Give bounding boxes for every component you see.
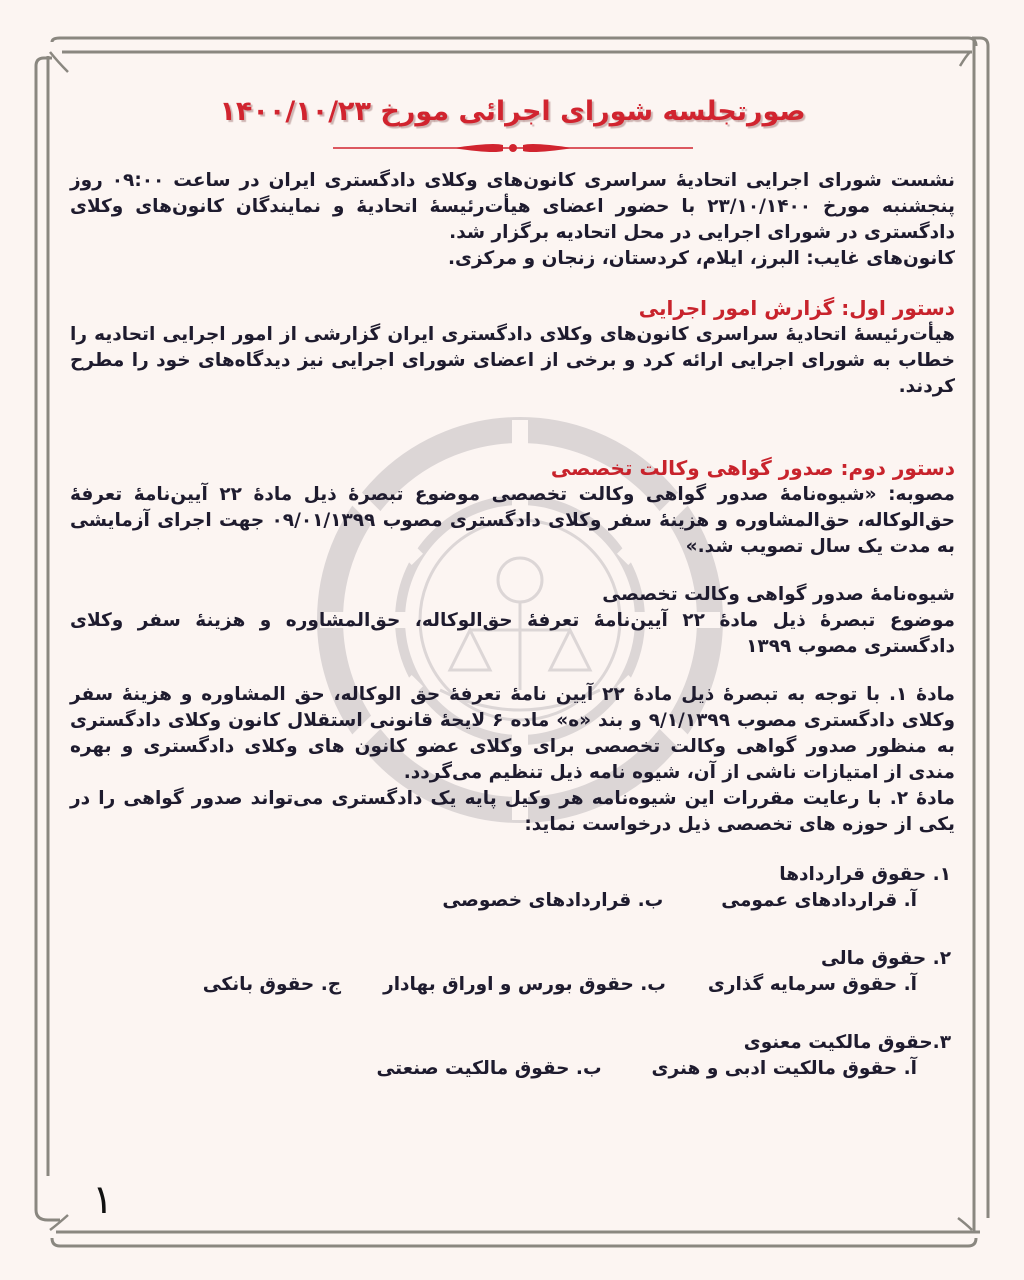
- document-page: [70, 90, 955, 1250]
- field-2-options: [70, 972, 955, 998]
- absent-councils: کانون‌های غایب: البرز، ایلام، کردستان، زنجان و مرکزی.: [448, 248, 955, 269]
- field-3-title: ۳.حقوق مالکیت معنوی: [743, 1032, 951, 1053]
- intro-section: [70, 168, 955, 272]
- field-2-title: ۲. حقوق مالی: [820, 948, 951, 969]
- agenda1-heading: دستور اول: گزارش امور اجرایی: [638, 296, 955, 320]
- field-3-option-a: آ. حقوق مالکیت ادبی و هنری: [651, 1058, 917, 1079]
- field-1-options: [70, 888, 955, 914]
- regulation-title: شیوه‌نامهٔ صدور گواهی وکالت تخصصی: [602, 584, 955, 605]
- field-1-option-a: آ. قراردادهای عمومی: [721, 890, 917, 911]
- article-2: مادهٔ ۲. با رعایت مقررات این شیوه‌نامه هر وکیل پایه یک دادگستری می‌تواند صدور گواهی را در یکی از حوزه های تخصصی ذیل درخواست نماید:: [70, 788, 955, 835]
- field-3-option-b: ب. حقوق مالکیت صنعتی: [376, 1058, 602, 1079]
- field-2-option-b: ب. حقوق بورس و اوراق بهادار: [383, 974, 666, 995]
- field-2-option-a: آ. حقوق سرمایه گذاری: [707, 974, 917, 995]
- field-2-option-c: ج. حقوق بانکی: [202, 974, 342, 995]
- article-1: مادهٔ ۱. با توجه به تبصرهٔ ذیل مادهٔ ۲۲ آیین نامهٔ تعرفهٔ حق الوکاله، حق المشاوره و هزینهٔ سفر وکلای دادگستری مصوب ۹/۱/۱۳۹۹ و بند «ه» ماده ۶ لایحهٔ قانونی استقلال کانون وکلای دادگستری به منظور صدور گواهی وکالت تخصصی برای وکلای عضو کانون های وکلای دادگستری و بهره مندی از امتیازات ناشی از آن، شیوه نامه ذیل تنظیم می‌گردد.: [70, 684, 956, 783]
- document-title: صورتجلسه شورای اجرائی مورخ ۱۴۰۰/۱۰/۲۳: [219, 96, 806, 127]
- agenda2-resolution: مصوبه: «شیوه‌نامهٔ صدور گواهی وکالت تخصصی موضوع تبصرهٔ ذیل مادهٔ ۲۲ آیین‌نامهٔ تعرفهٔ حق‌الوکاله، حق‌المشاوره و هزینهٔ سفر وکلای دادگستری مصوب ۰۹/۰۱/۱۳۹۹ جهت اجرای آزمایشی به مدت یک سال تصویب شد.»: [70, 484, 955, 557]
- field-3-options: [70, 1056, 955, 1082]
- field-1-option-b: ب. قراردادهای خصوصی: [442, 890, 664, 911]
- page-number: ۱: [92, 1177, 114, 1223]
- agenda1-body: هیأت‌رئیسهٔ اتحادیهٔ سراسری کانون‌های وکلای دادگستری ایران گزارشی از امور اجرایی اتحادیه را خطاب به شورای اجرایی ارائه کرد و برخی از اعضای شورای اجرایی نیز دیدگاه‌های خود را مطرح کردند.: [70, 324, 955, 397]
- intro-paragraph: نشست شورای اجرایی اتحادیهٔ سراسری کانون‌های وکلای دادگستری ایران در ساعت ۰۹:۰۰ روز پنجشنبه مورخ ۲۳/۱۰/۱۴۰۰ با حضور اعضای هیأت‌رئیسهٔ اتحادیهٔ و نمایندگان کانون‌های وکلای دادگستری در شورای اجرایی در محل اتحادیه برگزار شد.: [70, 170, 955, 243]
- title-divider-ornament: [333, 140, 693, 156]
- field-1-title: ۱. حقوق قراردادها: [779, 864, 951, 885]
- agenda2-heading: دستور دوم: صدور گواهی وکالت تخصصی: [550, 456, 955, 480]
- regulation-subject: موضوع تبصرهٔ ذیل مادهٔ ۲۲ آیین‌نامهٔ تعرفهٔ حق‌الوکاله، حق‌المشاوره و هزینهٔ سفر وکلای دادگستری مصوب ۱۳۹۹: [70, 610, 955, 657]
